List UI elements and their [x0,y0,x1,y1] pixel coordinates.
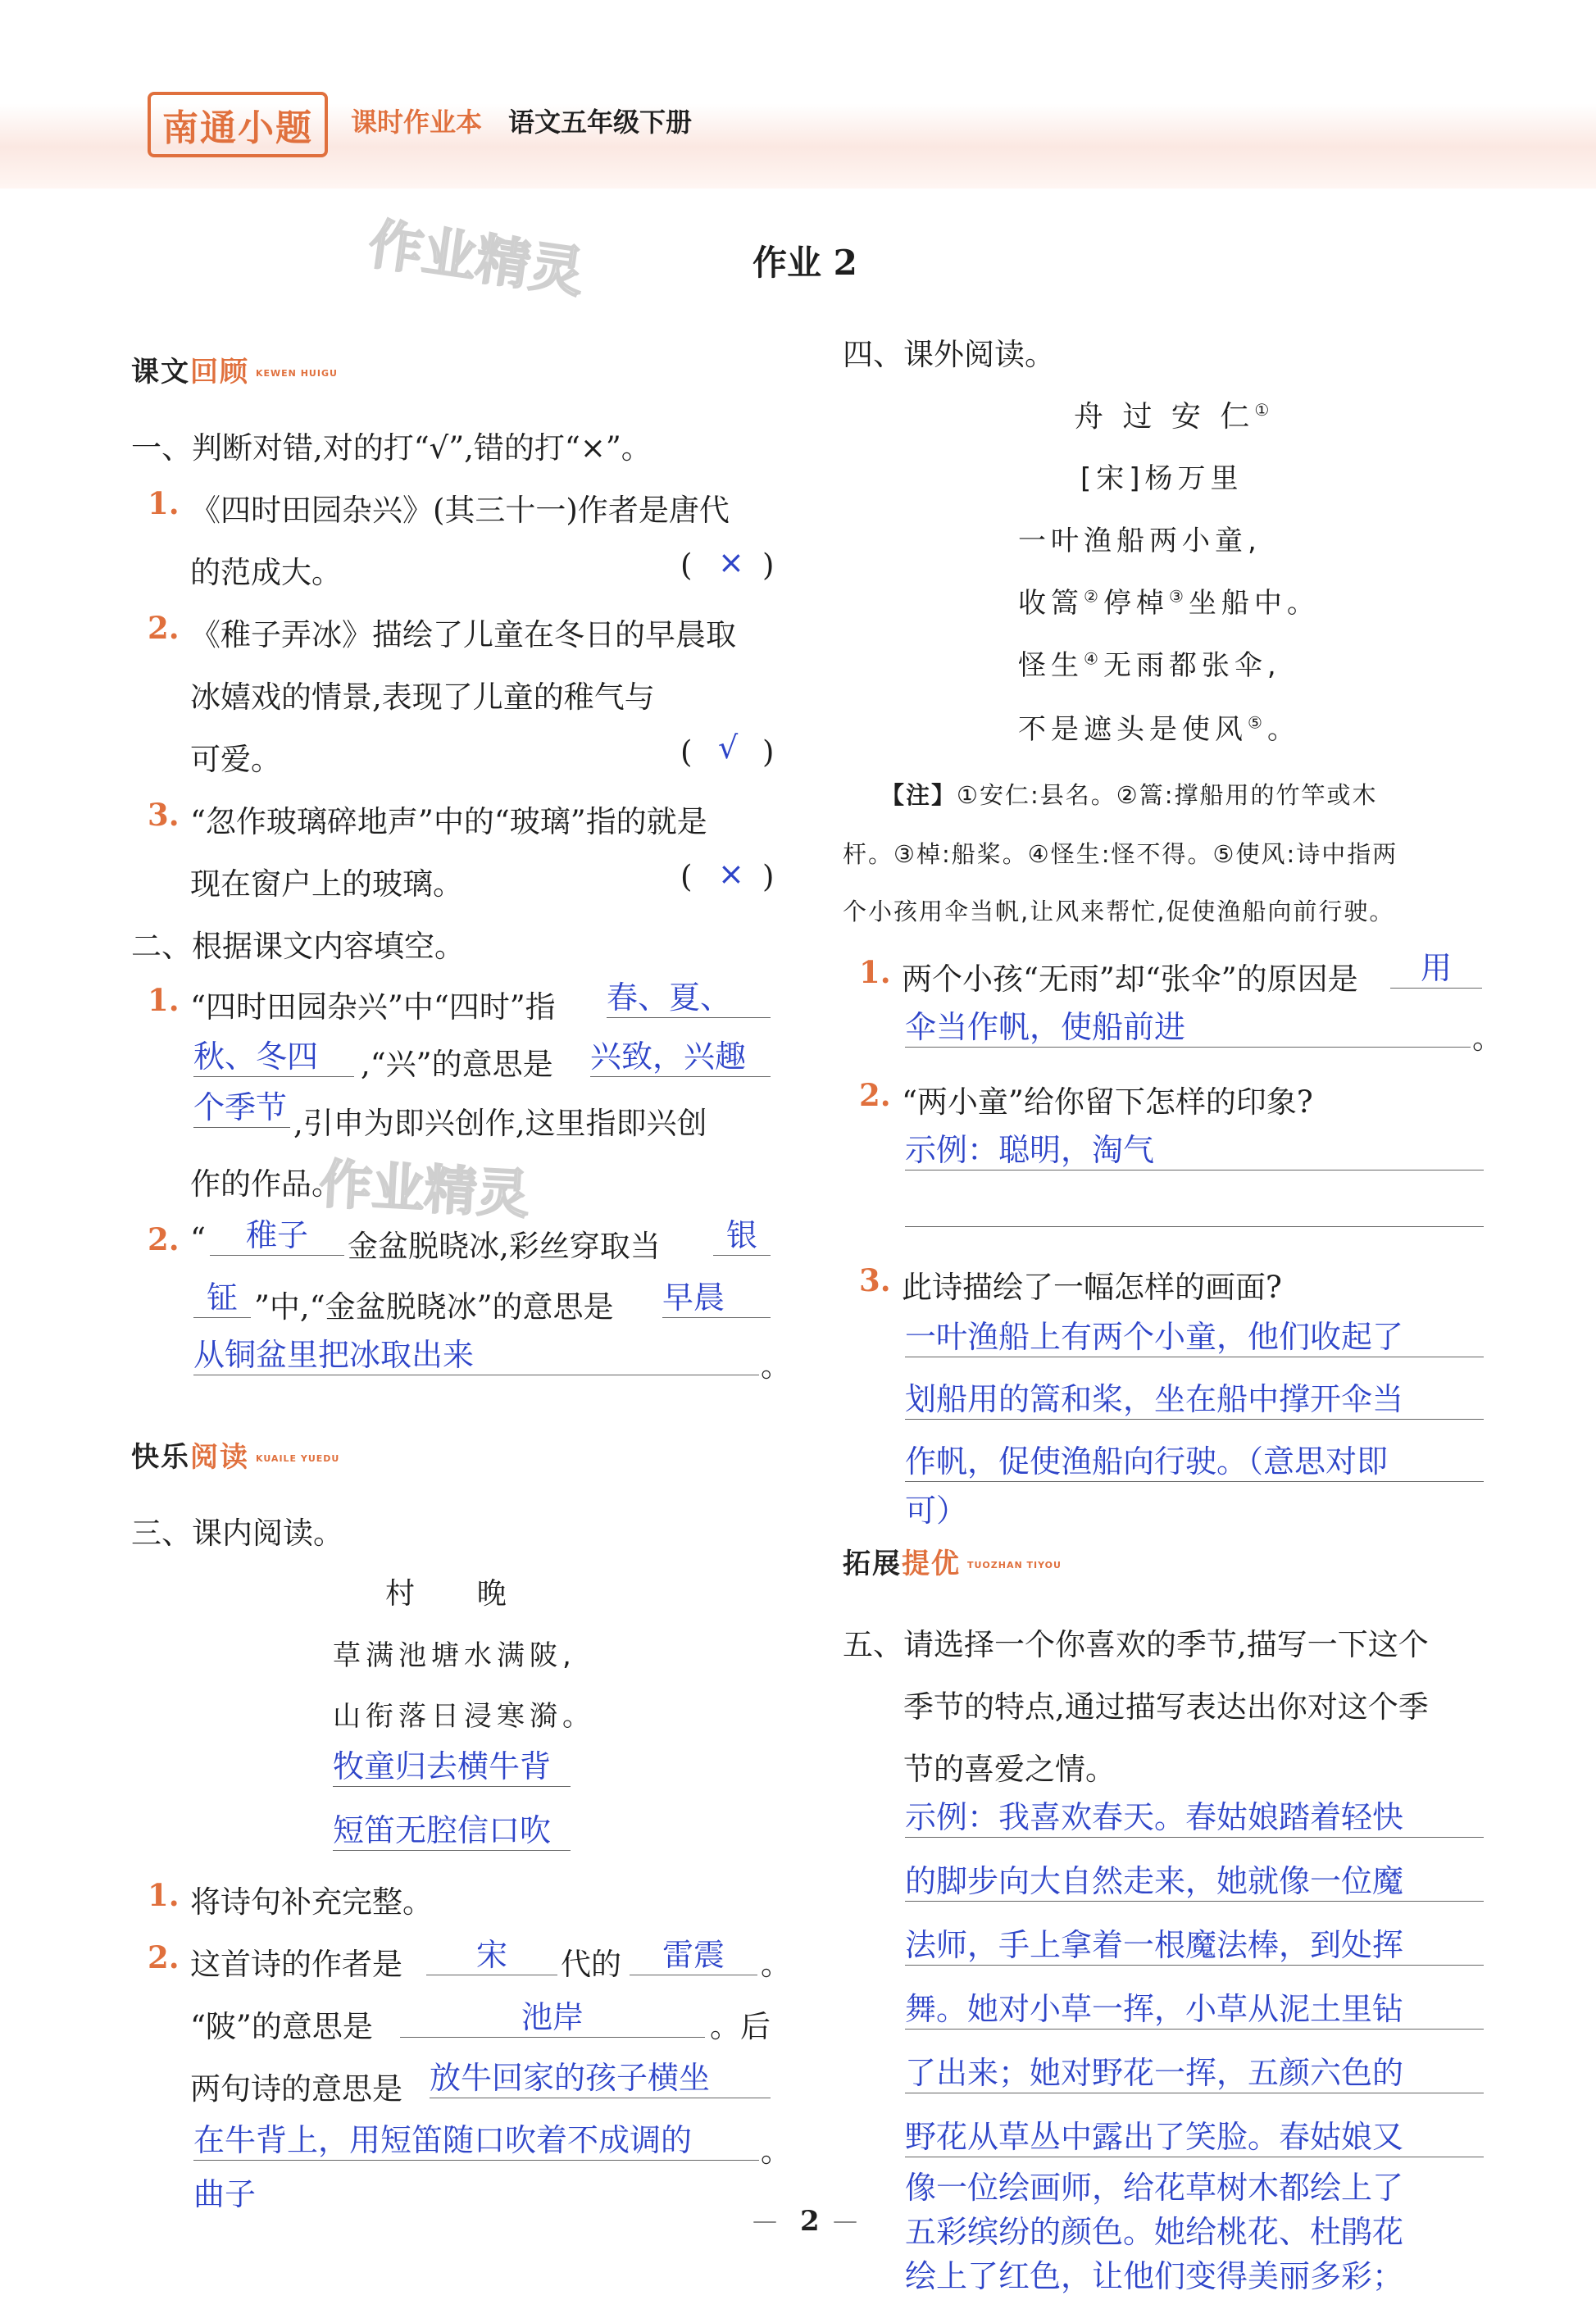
q2-1-text2: ,“兴”的意思是 [361,1047,553,1082]
q2-2-text2: 金盆脱晓冰,彩丝穿取当 [348,1229,661,1264]
q2-1-answer3: 兴致，兴趣 [590,1031,771,1077]
q4-2-answer: 示例：聪明，淘气 [905,1125,1484,1170]
brand-logo: 南通小题 [148,92,328,157]
q2-2-text3: ”中,“金盆脱晓冰”的意思是 [254,1289,614,1325]
q2-1-answer1: 春、夏、 [607,972,771,1018]
q1-2-line1: 《稚子弄冰》描绘了儿童在冬日的早晨取 [190,617,736,652]
q1-1-line1: 《四时田园杂兴》(其三十一)作者是唐代 [190,493,730,528]
q3-heading: 三、课内阅读。 [131,1516,343,1551]
paren: ( [680,734,693,770]
q3-2-text4: “陂”的意思是 [190,2009,373,2044]
footnote-mark: ③ [1168,586,1189,607]
q2-heading: 二、根据课文内容填空。 [131,929,465,964]
q4-3-num: 3. [859,1262,891,1298]
q5-answer-line5: 了出来；她对野花一挥，五颜六色的 [905,2048,1484,2093]
line-part: 。 [1266,713,1300,746]
q4-note-line1 [880,777,1378,811]
q1-3-line2: 现在窗户上的玻璃。 [190,866,463,902]
q3-poem-title: 村 晚 [385,1577,512,1611]
q4-3-answer-line3: 作帆，促使渔船向行驶。（意思对即 [905,1436,1484,1482]
series-label: 课时作业本 [351,107,483,138]
line-part: 坐船中。 [1188,587,1320,620]
page-number: 2 [800,2205,820,2238]
q4-3-answer-line2: 划船用的篙和桨，坐在船中撑开伞当 [905,1374,1484,1420]
section-kuaile [131,1434,339,1475]
section-sub: TUOZHAN TIYOU [967,1559,1062,1570]
q2-2-text4: 。 [761,1348,791,1384]
q3-2-text2: 代的 [561,1947,621,1982]
q5-answer-line6: 野花从草丛中露出了笑脸。春姑娘又 [905,2111,1484,2157]
q2-1-text1: “四时田园杂兴”中“四时”指 [190,989,556,1025]
q1-1-answer: × [718,544,744,580]
q3-2-text6: 两句诗的意思是 [190,2071,402,2107]
q1-2-line3: 可爱。 [190,742,281,777]
paren: ) [762,548,775,583]
q2-1-num: 1. [148,982,180,1018]
q4-1-num: 1. [859,954,891,990]
paren: ( [680,548,693,583]
q3-1-text: 将诗句补充完整。 [190,1884,433,1920]
q5-answer-line3: 法师，手上拿着一根魔法棒，到处挥 [905,1920,1484,1966]
section-tuozhan [843,1541,1062,1581]
q3-fill-line2: 短笛无腔信口吹 [333,1805,571,1851]
q4-poem-title [1074,393,1274,435]
paren: ) [762,859,775,894]
q3-2-text3: 。 [761,1947,791,1982]
q1-2-line2: 冰嬉戏的情景,表现了儿童的稚气与 [190,680,655,715]
line-part: 不是遮头是使风 [1018,713,1248,746]
q3-2-text7: 。 [761,2134,791,2169]
section-sub: KEWEN HUIGU [256,367,338,379]
q3-2-answer2: 雷震 [630,1930,757,1975]
q5-answer-line2: 的脚步向大自然走来，她就像一位魔 [905,1856,1484,1902]
q4-poem-author: [宋]杨万里 [1080,462,1244,495]
q3-poem-line2: 山衔落日浸寒漪。 [333,1700,595,1733]
q3-2-answer3: 池岸 [400,1992,705,2038]
paren: ( [680,859,693,894]
section-label-2: 阅读 [190,1441,249,1474]
q1-2-answer: √ [718,730,739,766]
q4-poem-line3 [1018,643,1281,683]
q3-2-answer4: 放牛回家的孩子横坐 [430,2052,771,2098]
section-kewen [131,349,338,389]
q4-1-answer1: 用 [1390,943,1482,989]
q3-2-answer5: 在牛背上，用短笛随口吹着不成调的 [193,2115,759,2161]
footnote-mark: ⑤ [1248,712,1267,733]
q4-2-num: 2. [859,1077,891,1113]
q4-note-line3: 个小孩用伞当帆,让风来帮忙,促使渔船向前行驶。 [843,898,1395,925]
page-number-dash-left: — [753,2207,777,2235]
q3-2-text5: 。后 [710,2009,771,2044]
footnote-mark: ④ [1084,648,1103,669]
q4-poem-title-text: 舟 过 安 仁 [1074,400,1255,434]
paren: ) [762,734,775,770]
q4-poem-line4 [1018,707,1300,747]
q2-1-text4: 作的作品。 [190,1166,342,1202]
q3-poem-line1: 草满池塘水满陂, [333,1639,576,1672]
q1-3-num: 3. [148,797,180,833]
q3-2-answer1: 宋 [426,1930,557,1975]
q3-2-answer6: 曲子 [193,2176,257,2212]
q3-2-text1: 这首诗的作者是 [190,1947,402,1982]
q3-1-num: 1. [148,1877,180,1913]
section-label: 课文 [131,356,190,389]
q4-1-end: 。 [1472,1020,1503,1056]
footnote-mark: ① [1254,400,1275,420]
q1-1-num: 1. [148,485,180,521]
q1-3-line1: “忽作玻璃碎地声”中的“玻璃”指的就是 [190,804,707,839]
q4-3-answer-line1: 一叶渔船上有两个小童，他们收起了 [905,1311,1484,1357]
section-label-2: 回顾 [190,356,249,389]
q4-1-answer2: 伞当作帆，使船前进 [905,1002,1471,1048]
q5-heading-line1: 五、请选择一个你喜欢的季节,描写一下这个 [843,1627,1429,1662]
q2-2-num: 2. [148,1221,180,1257]
watermark: 作业精灵 [365,211,589,305]
q1-3-answer: × [718,856,744,892]
q2-2-answer5: 从铜盆里把冰取出来 [193,1330,759,1375]
subject-label: 语文五年级下册 [508,107,693,138]
section-sub: KUAILE YUEDU [256,1452,340,1464]
q4-note-line2: 杆。③棹:船桨。④怪生:怪不得。⑤使风:诗中指两 [843,840,1398,868]
q3-fill-line1: 牧童归去横牛背 [333,1741,571,1787]
section-label-2: 提优 [902,1548,961,1580]
q5-answer-line7: 像一位绘画师，给花草树木都绘上了 [905,2170,1404,2206]
page-number-dash-right: — [833,2207,857,2235]
q2-2-answer4: 早晨 [662,1272,771,1318]
line-part: 怪生 [1018,649,1084,682]
q3-2-num: 2. [148,1939,180,1975]
section-label: 拓展 [843,1548,902,1580]
note-label: 【注】 [880,781,957,809]
q4-3-answer-line4: 可） [905,1493,968,1529]
watermark-inline: 作业精灵 [317,1154,531,1226]
q4-2-text: “两小童”给你留下怎样的印象? [902,1084,1313,1120]
note-text: ①安仁:县名。②篙:撑船用的竹竿或木 [957,781,1378,809]
q1-1-line2: 的范成大。 [190,555,342,590]
q5-heading-line3: 节的喜爱之情。 [903,1752,1116,1787]
q1-heading: 一、判断对错,对的打“√”,错的打“×”。 [131,430,652,466]
answer-line-blank [905,1226,1484,1227]
q2-2-answer2: 银 [713,1210,771,1256]
q4-3-text: 此诗描绘了一幅怎样的画面? [902,1270,1282,1305]
q2-1-answer4: 个季节 [193,1082,290,1128]
q2-1-answer2: 秋、冬四 [193,1031,354,1077]
q1-2-num: 2. [148,610,180,646]
q2-1-text3: ,引申为即兴创作,这里指即兴创 [293,1106,707,1141]
line-part: 无雨都张伞, [1103,649,1281,682]
q4-poem-line1: 一叶渔船两小童, [1018,525,1262,557]
q2-2-text1: “ [190,1221,206,1257]
line-part: 收篙 [1018,587,1084,620]
line-part: 停棹 [1103,587,1169,620]
footnote-mark: ② [1084,586,1103,607]
q5-answer-line8: 五彩缤纷的颜色。她给桃花、杜鹃花 [905,2214,1404,2250]
page-title: 作业 2 [753,243,857,283]
q5-answer-line9: 绘上了红色，让他们变得美丽多彩； [905,2258,1404,2294]
q5-heading-line2: 季节的特点,通过描写表达出你对这个季 [903,1689,1429,1725]
q5-answer-line4: 舞。她对小草一挥，小草从泥土里钻 [905,1984,1484,2030]
q4-poem-line2 [1018,580,1320,620]
q4-1-text: 两个小孩“无雨”却“张伞”的原因是 [902,961,1358,997]
q5-answer-line1: 示例：我喜欢春天。春姑娘踏着轻快 [905,1792,1484,1838]
q2-2-answer1: 稚子 [210,1210,344,1256]
q2-2-answer3: 钲 [193,1272,251,1318]
q4-heading: 四、课外阅读。 [843,337,1055,372]
section-label: 快乐 [131,1441,190,1474]
